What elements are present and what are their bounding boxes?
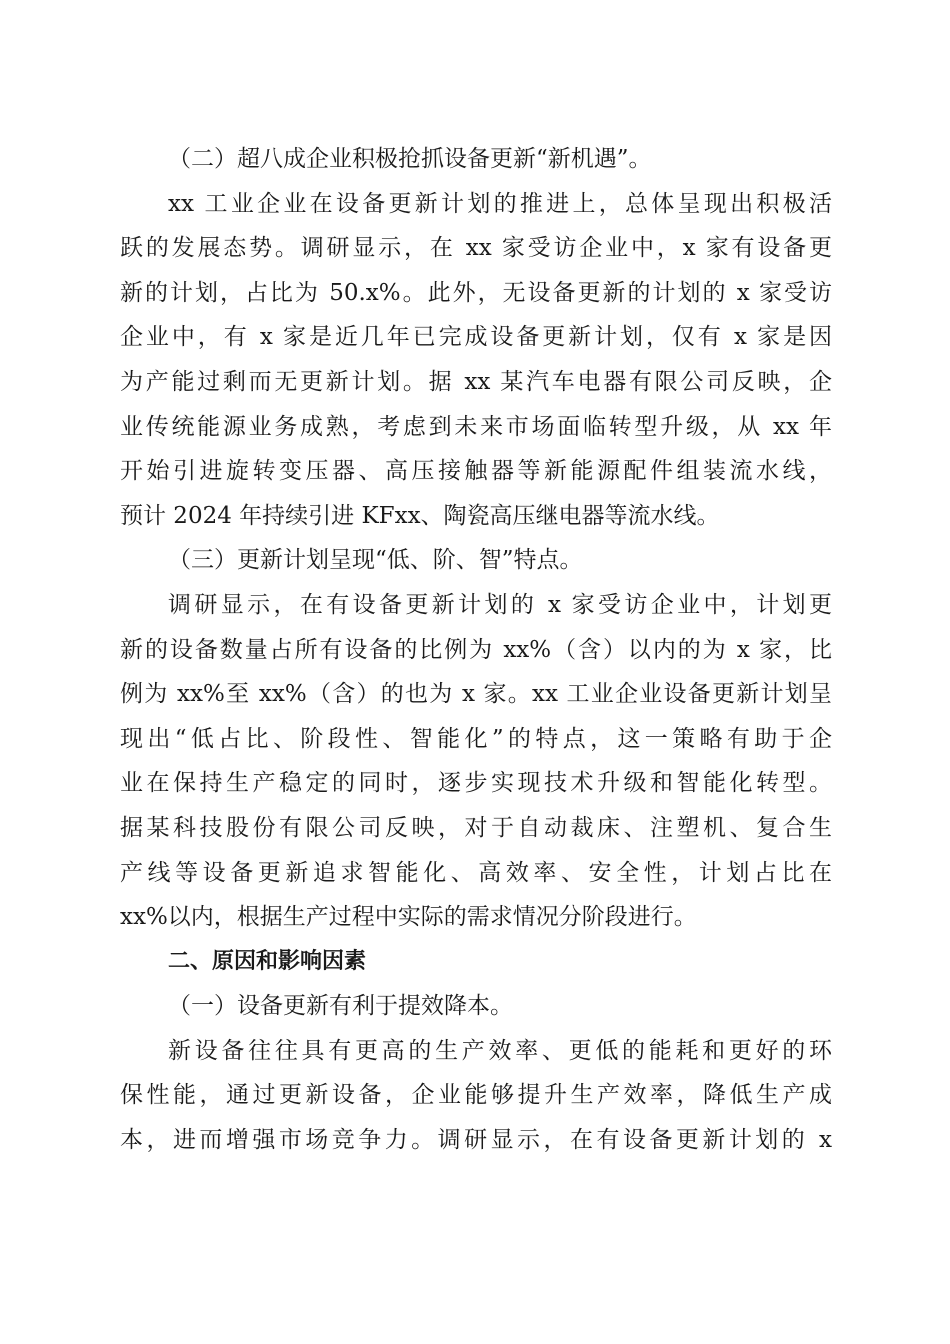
paragraph-line: 开始引进旋转变压器、高压接触器等新能源配件组装流水线， [120,458,832,485]
subsection-heading: （二）超八成企业积极抢抓设备更新“新机遇”。 [168,146,652,172]
paragraph-line: 业在保持生产稳定的同时，逐步实现技术升级和智能化转型。 [120,770,832,797]
paragraph-line: 新的设备数量占所有设备的比例为 xx%（含）以内的为 x 家，比 [120,636,832,663]
paragraph-line: xx%以内，根据生产过程中实际的需求情况分阶段进行。 [120,904,697,931]
section-heading: 二、原因和影响因素 [168,948,367,974]
paragraph-line: 保性能，通过更新设备，企业能够提升生产效率，降低生产成 [120,1082,832,1109]
paragraph-line: xx 工业企业在设备更新计划的推进上，总体呈现出积极活 [168,190,832,217]
paragraph-line: 例为 xx%至 xx%（含）的也为 x 家。xx 工业企业设备更新计划呈 [120,681,832,708]
document-body [120,137,832,1163]
paragraph-line: 新设备往往具有更高的生产效率、更低的能耗和更好的环 [168,1037,832,1064]
paragraph-line: 业传统能源业务成熟，考虑到未来市场面临转型升级，从 xx 年 [120,413,832,440]
paragraph-line: 现出“低占比、阶段性、智能化”的特点，这一策略有助于企 [120,725,832,752]
subsection-heading: （一）设备更新有利于提效降本。 [168,993,513,1020]
paragraph-line: 企业中，有 x 家是近几年已完成设备更新计划，仅有 x 家是因 [120,324,832,351]
paragraph-line: 为产能过剩而无更新计划。据 xx 某汽车电器有限公司反映，企 [120,368,832,395]
paragraph-line: 预计 2024 年持续引进 KFxx、陶瓷高压继电器等流水线。 [120,502,720,529]
subsection-heading: （三）更新计划呈现“低、阶、智”特点。 [168,547,583,574]
paragraph-line: 据某科技股份有限公司反映，对于自动裁床、注塑机、复合生 [120,814,832,841]
paragraph-line: 产线等设备更新追求智能化、高效率、安全性，计划占比在 [120,859,832,886]
paragraph-line: 新的计划，占比为 50.x%。此外，无设备更新的计划的 x 家受访 [120,279,832,306]
paragraph-line: 本，进而增强市场竞争力。调研显示，在有设备更新计划的 x [120,1127,832,1154]
paragraph-line: 跃的发展态势。调研显示，在 xx 家受访企业中，x 家有设备更 [120,235,832,262]
paragraph-line: 调研显示，在有设备更新计划的 x 家受访企业中，计划更 [168,591,832,618]
